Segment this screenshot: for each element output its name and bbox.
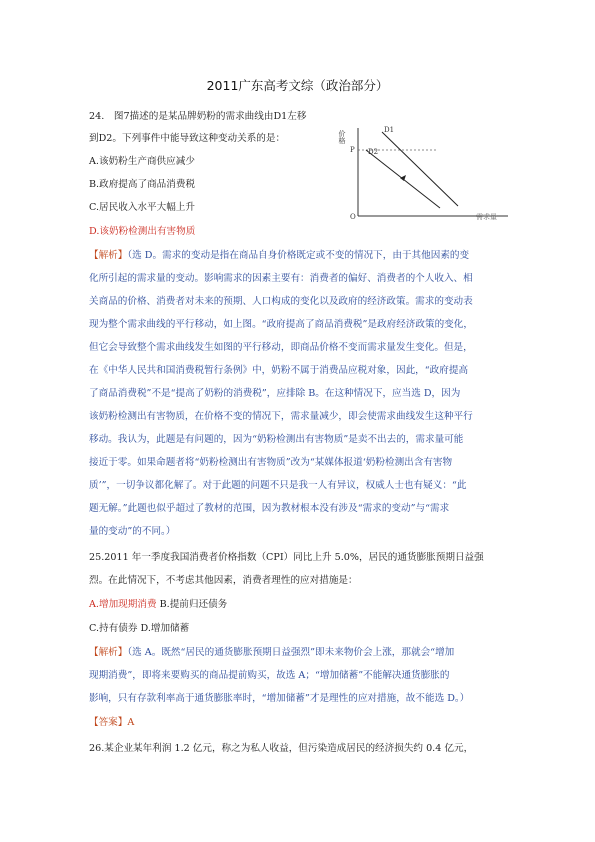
q24-analysis-line-8: 该奶粉检测出有害物质，在价格不变的情况下，需求量减少，即会使需求曲线发生这种平行 xyxy=(89,411,473,422)
q24-option-c: C.居民收入水平大幅上升 xyxy=(89,202,195,213)
q25-analysis-line-1: 【解析】（选 A。既然“居民的通货膨胀预期日益强烈”即未来物价会上涨，那就会“增加 xyxy=(89,647,455,658)
x-axis-label: 需求量 xyxy=(476,213,497,221)
q24-analysis-line-9: 移动。我认为，此题是有问题的，因为“奶粉检测出有害物质”是卖不出去的，需求量可能 xyxy=(89,434,464,445)
q24-option-b: B.政府提高了商品消费税 xyxy=(89,179,196,190)
analysis-tag: 【解析】 xyxy=(89,250,128,261)
q24-option-d: D.该奶粉检测出有害物质 xyxy=(89,226,196,237)
answer-value: A xyxy=(127,717,135,728)
q24-analysis-line-5: 但它会导致整个需求曲线发生如图的平行移动，即商品价格不变而需求量发生变化。但是， xyxy=(89,342,473,353)
d1-curve xyxy=(382,132,458,206)
document-title: 2011广东高考文综（政治部分） xyxy=(206,78,389,93)
q24-analysis-line-3: 关商品的价格、消费者对未来的预期、人口构成的变化以及政府的经济政策。需求的变动表 xyxy=(89,296,473,307)
q24-analysis-line-6: 在《中华人民共和国消费税暂行条例》中，奶粉不属于消费品应税对象，因此，“政府提高 xyxy=(89,365,469,376)
origin-label: O xyxy=(350,213,356,221)
d2-label: D2 xyxy=(368,148,379,156)
q24-analysis-line-10: 接近于零。如果命题者将“奶粉检测出有害物质”改为“某媒体报道‘奶粉检测出含有害物 xyxy=(89,457,453,468)
d1-label: D1 xyxy=(384,126,395,134)
y-axis-label: 价格 xyxy=(338,130,346,144)
q25-stem-line2: 烈。在此情况下，不考虑其他因素，消费者理性的应对措施是： xyxy=(89,575,358,586)
q25-answer xyxy=(89,718,134,728)
q24-stem-line1: 24. 图7描述的是某品牌奶粉的需求曲线由D1左移 xyxy=(89,111,307,122)
analysis-tag: 【解析】 xyxy=(89,647,128,658)
q24-option-a: A.该奶粉生产商供应减少 xyxy=(89,156,195,167)
q24-analysis-line-7: 了商品消费税”不是“提高了奶粉的消费税”，应排除 B。在这种情况下，应当选 D，因为 xyxy=(89,388,461,399)
q26-stem-line1: 26.某企业某年利润 1.2 亿元，称之为私人收益，但污染造成居民的经济损失约 0.4 亿元， xyxy=(89,743,474,754)
price-label: P xyxy=(350,146,355,154)
q25-analysis-line-2: 现期消费”，即将来要购买的商品提前购买，故选 A；“增加储蓄”不能解决通货膨胀的 xyxy=(89,670,450,681)
q25-option-b: B.提前归还债务 xyxy=(156,599,228,610)
q24-analysis-line-12: 题无解。”此题也似乎超过了教材的范围，因为教材根本没有涉及“需求的变动”与“需求 xyxy=(89,503,450,514)
q25-analysis-line-3: 影响，只有存款利率高于通货膨胀率时，“增加储蓄”才是理性的应对措施，故不能选 D。） xyxy=(89,693,470,704)
demand-curve-figure xyxy=(336,120,516,232)
q24-analysis-line-2: 化所引起的需求量的变动。影响需求的因素主要有：消费者的偏好、消费者的个人收入、相 xyxy=(89,273,473,284)
q24-analysis-line-11: 质’”，一切争议都化解了。对于此题的问题不只是我一人有异议，权威人士也有疑义：“此 xyxy=(89,480,467,491)
q25-stem-line1: 25.2011 年一季度我国消费者价格指数（CPI）同比上升 5.0%，居民的通货膨胀预期日益强 xyxy=(89,552,484,563)
q24-analysis-line-1: 【解析】（选 D。需求的变动是指在商品自身价格既定或不变的情况下，由于其他因素的变 xyxy=(89,250,470,261)
q24-analysis-line-4: 现为整个需求曲线的平行移动，如上图。“政府提高了商品消费税”是政府经济政策的变化， xyxy=(89,319,473,330)
q24-stem-line2: 到D2。下列事件中能导致这种变动关系的是： xyxy=(89,133,286,144)
q25-options-ab xyxy=(89,600,227,610)
q25-options-cd: C.持有债券 D.增加储蓄 xyxy=(89,623,190,634)
q25-option-a: A.增加现期消费 xyxy=(89,599,157,610)
q24-analysis-line-13: 量的变动”的不同。） xyxy=(89,526,176,537)
answer-tag: 【答案】 xyxy=(89,717,128,728)
